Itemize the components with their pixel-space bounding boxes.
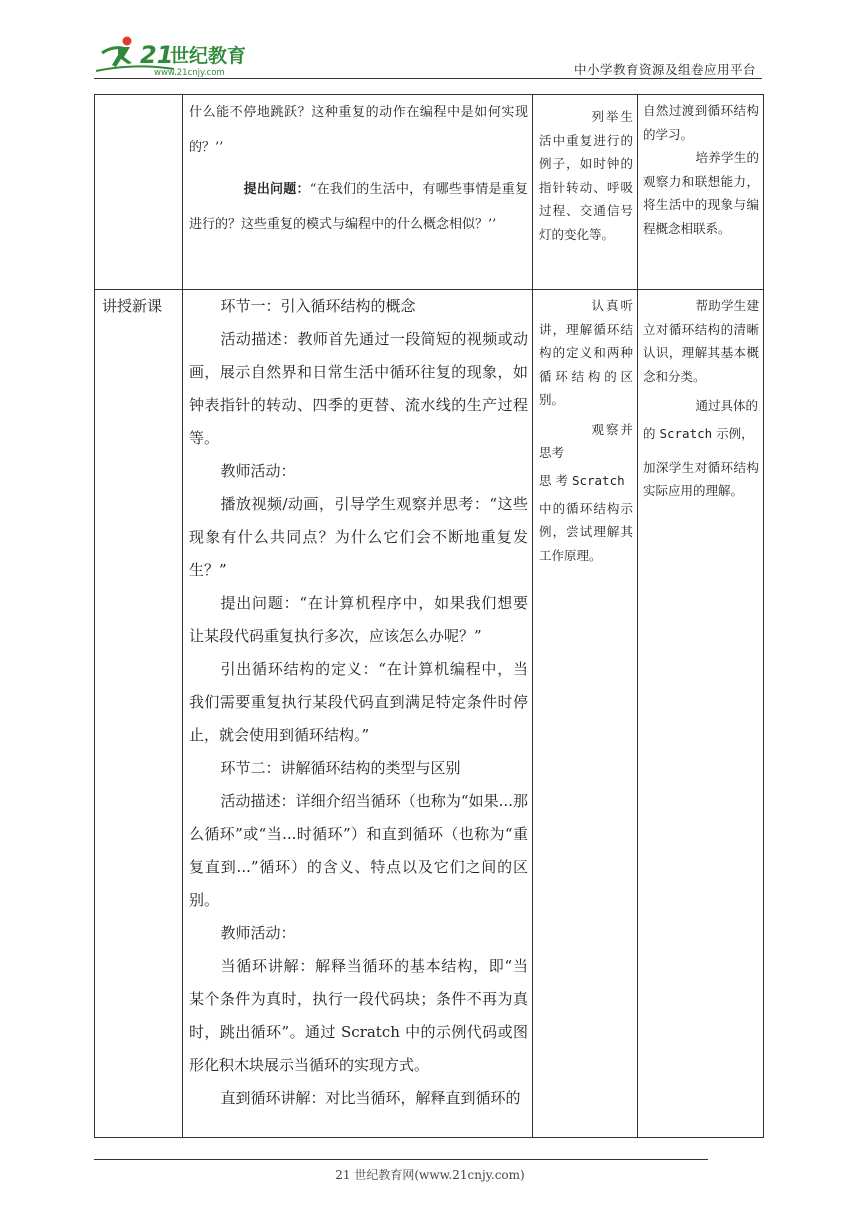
question-label: 提出问题： bbox=[243, 182, 310, 197]
intent-fragment: 示例， bbox=[716, 425, 754, 441]
student-text: 观察并思考 bbox=[539, 421, 633, 460]
intent-text: 自然过渡到循环结构的学习。 bbox=[643, 103, 759, 142]
table-row bbox=[95, 290, 764, 1138]
content-paragraph: 活动描述：详细介绍当循环（也称为“如果...那么循环”或“当...时循环”）和直到循环（也称为“重复直到...”循环）的含义、特点以及它们之间的区别。 bbox=[189, 792, 528, 909]
header-divider bbox=[94, 78, 762, 79]
content-paragraph: 活动描述：教师首先通过一段简短的视频或动画，展示自然界和日常生活中循环往复的现象，如钟表指针的转动、四季的更替、流水线的生产过程等。 bbox=[189, 330, 528, 447]
student-activity-cell bbox=[533, 95, 638, 290]
intent-text: 加深学生对循环结构实际应用的理解。 bbox=[643, 459, 759, 498]
platform-name: 中小学教育资源及组卷应用平台 bbox=[573, 62, 756, 77]
scratch-term: Scratch bbox=[571, 472, 625, 488]
content-paragraph: 播放视频/动画，引导学生观察并思考：“这些现象有什么共同点？为什么它们会不断地重复发生？” bbox=[189, 495, 528, 579]
student-text: 认真听讲，理解循环结构的定义和两种循环结构的区别。 bbox=[539, 298, 633, 407]
intent-text: 帮助学生建立对循环结构的清晰认识，理解其基本概念和分类。 bbox=[643, 298, 759, 384]
question-text: “在我们的生活中，有哪些事情是重复进行的？这些重复的模式与编程中的什么概念相似？’’ bbox=[189, 182, 528, 232]
content-paragraph: 当循环讲解：解释当循环的基本结构，即“当某个条件为真时，执行一段代码块；条件不再为真时，跳出循环”。通过 Scratch 中的示例代码或图形化积木块展示当循环的实现方式。 bbox=[189, 957, 528, 1074]
teacher-activity-cell bbox=[183, 290, 533, 1138]
stage-cell bbox=[95, 95, 183, 290]
table-row bbox=[95, 95, 764, 290]
student-text: 中的循环结构示例，尝试理解其工作原理。 bbox=[539, 500, 633, 563]
scratch-term: Scratch bbox=[659, 425, 713, 441]
intent-text: 培养学生的观察力和联想能力，将生活中的现象与编程概念相联系。 bbox=[643, 150, 759, 236]
design-intent-cell bbox=[638, 95, 764, 290]
svg-text:www.21cnjy.com: www.21cnjy.com bbox=[154, 68, 225, 78]
svg-text:世纪教育: 世纪教育 bbox=[170, 45, 247, 67]
intent-text: 的 Scratch 示例， bbox=[643, 425, 754, 441]
site-logo bbox=[94, 33, 264, 79]
content-paragraph: 提出问题：“在计算机程序中，如果我们想要让某段代码重复执行多次，应该怎么办呢？” bbox=[189, 594, 528, 645]
stage-cell bbox=[95, 290, 183, 1138]
content-paragraph: 教师活动： bbox=[220, 462, 296, 480]
student-text: 列举生活中重复进行的例子，如时钟的指针转动、呼吸过程、交通信号灯的变化等。 bbox=[539, 109, 633, 242]
teacher-activity-cell bbox=[183, 95, 533, 290]
lesson-plan-table bbox=[94, 94, 764, 1138]
svg-text:21: 21 bbox=[140, 41, 174, 69]
intent-text: 通过具体的 bbox=[695, 398, 759, 413]
student-text: 思 考 Scratch bbox=[539, 472, 625, 488]
content-paragraph bbox=[189, 172, 528, 242]
student-activity-cell bbox=[533, 290, 638, 1138]
content-paragraph: 什么能不停地跳跃？这种重复的动作在编程中是如何实现的？’’ bbox=[189, 105, 528, 155]
section-heading: 环节一：引入循环结构的概念 bbox=[220, 297, 416, 315]
footer-text: 21 世纪教育网(www.21cnjy.com) bbox=[335, 1168, 525, 1182]
design-intent-cell bbox=[638, 290, 764, 1138]
stage-label: 讲授新课 bbox=[102, 297, 163, 315]
content-paragraph: 直到循环讲解：对比当循环，解释直到循环的 bbox=[220, 1089, 521, 1107]
section-heading: 环节二：讲解循环结构的类型与区别 bbox=[220, 759, 461, 777]
content-paragraph: 教师活动： bbox=[220, 924, 296, 942]
footer-divider bbox=[94, 1159, 708, 1160]
content-paragraph: 引出循环结构的定义：“在计算机编程中，当我们需要重复执行某段代码直到满足特定条件时停止，就会使用到循环结构。” bbox=[189, 660, 528, 744]
page-header bbox=[0, 0, 860, 80]
